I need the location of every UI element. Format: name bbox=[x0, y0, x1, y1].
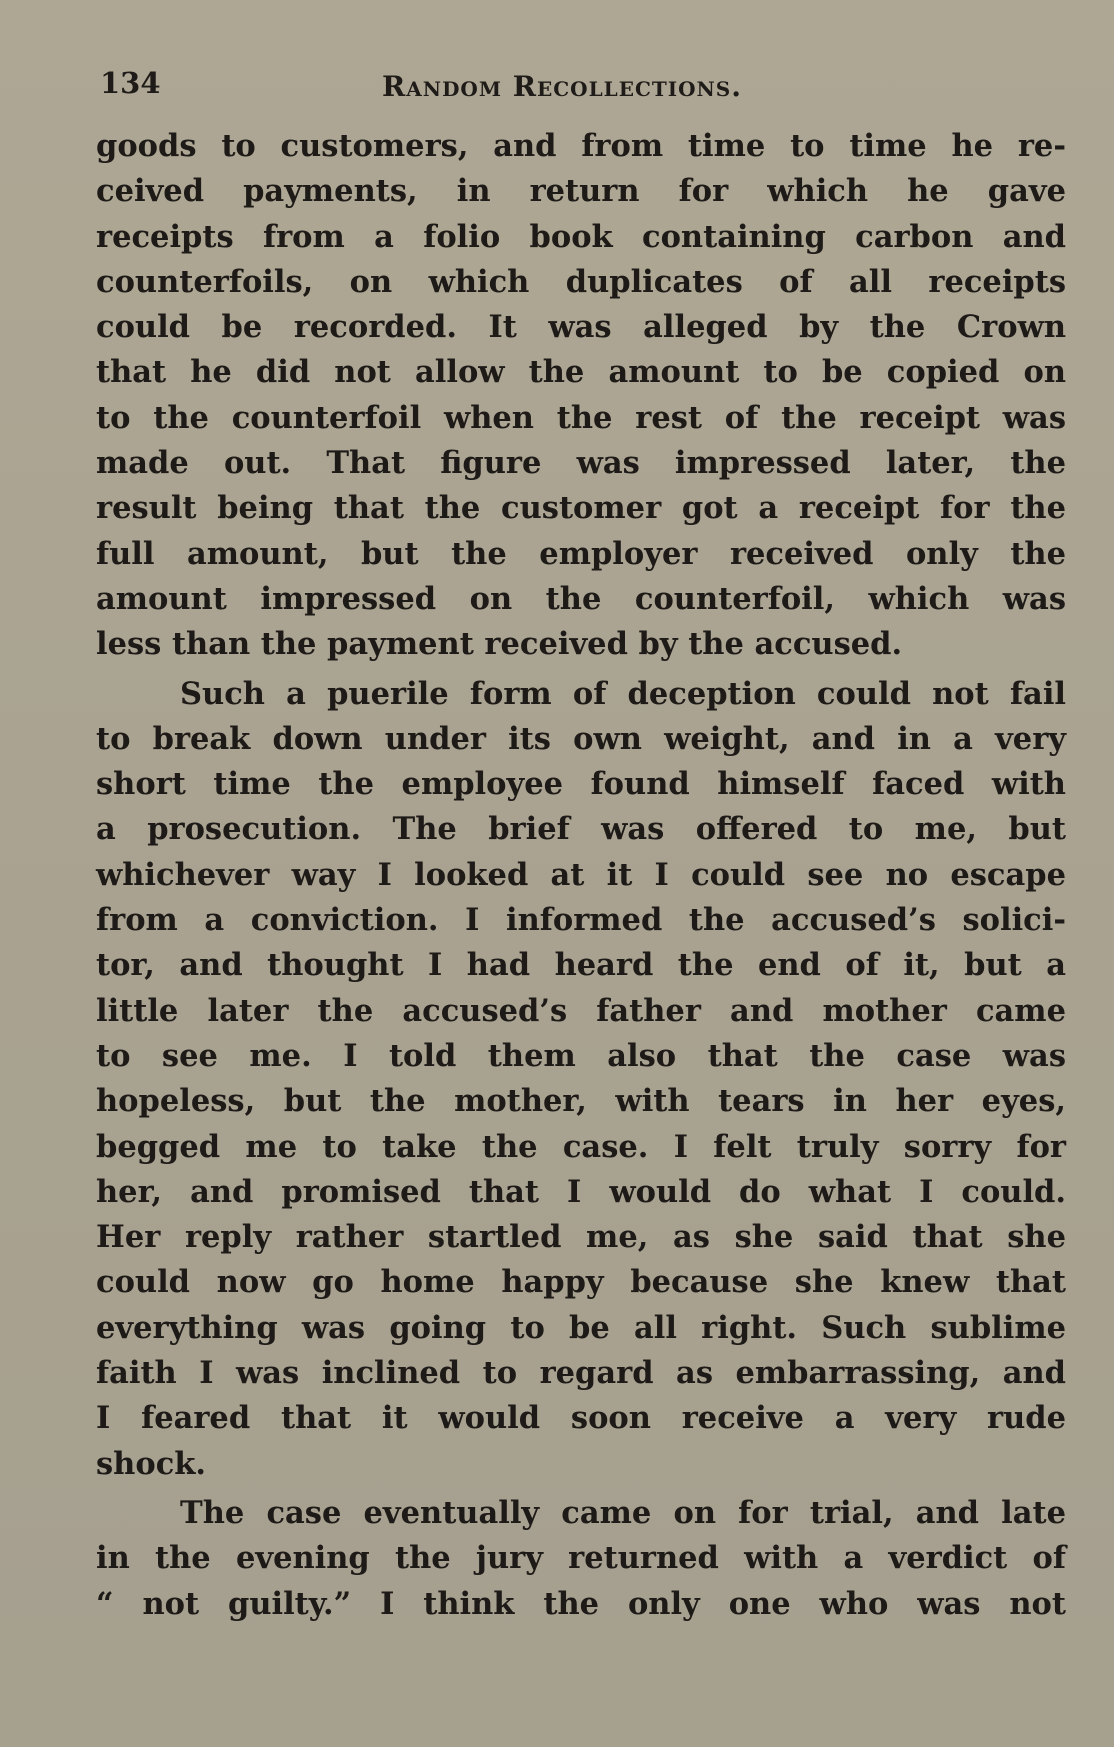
text-line: receipts from a folio book containing carbon and bbox=[96, 218, 1066, 255]
text-line: made out. That figure was impressed later, the bbox=[96, 445, 1066, 482]
text-line: everything was going to be all right. Such sublime bbox=[96, 1309, 1066, 1346]
text-line: to break down under its own weight, and in a very bbox=[96, 720, 1066, 757]
text-line: “ not guilty.” I think the only one who was not bbox=[96, 1585, 1066, 1622]
running-head bbox=[100, 62, 1068, 112]
text-line: that he did not allow the amount to be copied on bbox=[96, 354, 1066, 391]
text-line: tor, and thought I had heard the end of it, but a bbox=[96, 947, 1066, 984]
text-line: short time the employee found himself faced with bbox=[96, 766, 1066, 803]
text-line: goods to customers, and from time to time he re- bbox=[96, 128, 1066, 164]
text-line: I feared that it would soon receive a very rude bbox=[96, 1400, 1066, 1437]
text-line: less than the payment received by the accused. bbox=[96, 626, 903, 663]
text-line: full amount, but the employer received only the bbox=[96, 535, 1066, 572]
text-line: Such a puerile form of deception could not fail bbox=[180, 675, 1066, 712]
text-line: faith I was inclined to regard as embarrassing, and bbox=[96, 1355, 1066, 1392]
page-title: Random Recollections. bbox=[382, 70, 742, 103]
text-line: could now go home happy because she knew that bbox=[96, 1264, 1066, 1301]
page-number: 134 bbox=[100, 66, 161, 100]
text-line: amount impressed on the counterfoil, which was bbox=[96, 580, 1066, 617]
text-line: begged me to take the case. I felt truly sorry for bbox=[96, 1128, 1066, 1165]
body-text bbox=[96, 124, 1066, 1627]
text-line: in the evening the jury returned with a verdict of bbox=[96, 1540, 1066, 1577]
text-line: shock. bbox=[96, 1445, 207, 1482]
paragraph bbox=[96, 124, 1066, 668]
text-line: The case eventually came on for trial, and late bbox=[180, 1494, 1066, 1531]
text-line: hopeless, but the mother, with tears in her eyes, bbox=[96, 1083, 1066, 1120]
text-line: little later the accused’s father and mother came bbox=[96, 992, 1066, 1029]
text-line: to see me. I told them also that the case was bbox=[96, 1037, 1066, 1074]
text-line: counterfoils, on which duplicates of all receipts bbox=[96, 263, 1066, 300]
paragraph bbox=[96, 1491, 1066, 1627]
text-line: ceived payments, in return for which he gave bbox=[96, 173, 1066, 210]
text-line: could be recorded. It was alleged by the Crown bbox=[96, 309, 1066, 346]
text-line: her, and promised that I would do what I could. bbox=[96, 1173, 1066, 1210]
text-line: whichever way I looked at it I could see no escape bbox=[96, 856, 1066, 893]
text-line: to the counterfoil when the rest of the receipt was bbox=[96, 399, 1066, 436]
text-line: result being that the customer got a receipt for the bbox=[96, 490, 1066, 527]
paragraph bbox=[96, 672, 1066, 1487]
text-line: from a conviction. I informed the accused’s solici- bbox=[96, 902, 1066, 939]
text-line: a prosecution. The brief was offered to me, but bbox=[96, 811, 1066, 848]
text-line: Her reply rather startled me, as she said that she bbox=[96, 1219, 1066, 1256]
